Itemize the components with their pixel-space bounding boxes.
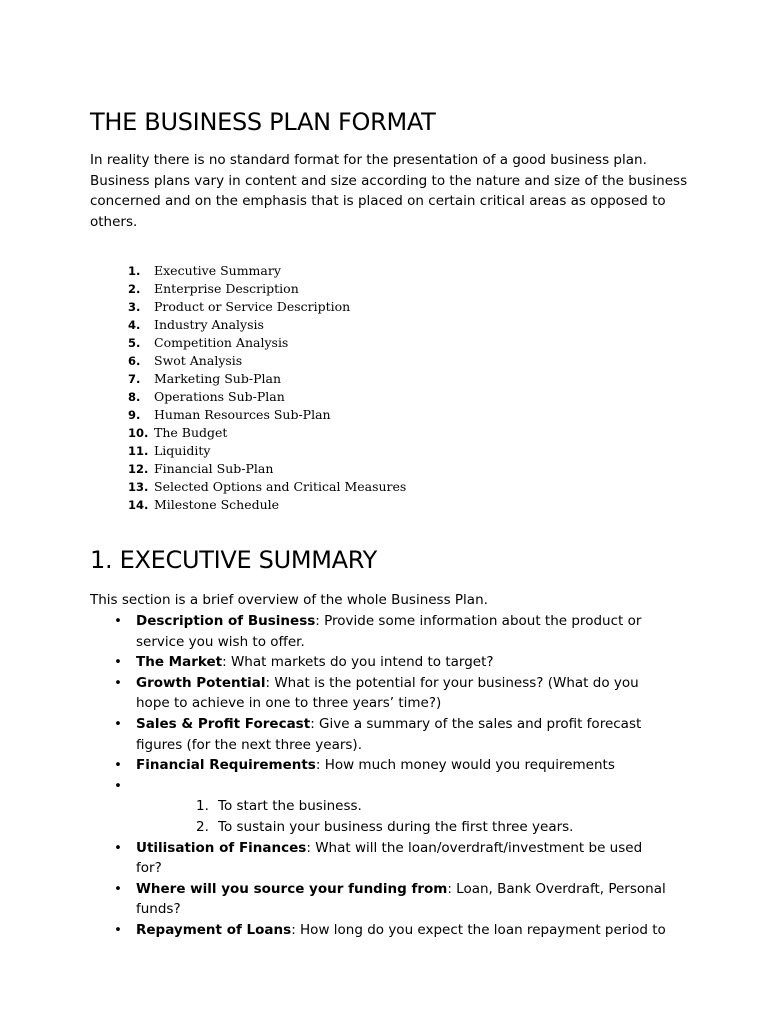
bullet-icon: • — [114, 715, 122, 732]
list-item — [128, 442, 406, 460]
bullet-term: Repayment of Loans — [136, 921, 292, 938]
list-item — [112, 714, 672, 755]
list-label: Enterprise Description — [154, 281, 299, 296]
list-item — [128, 496, 406, 514]
list-item — [128, 334, 406, 352]
bullet-text: What is the potential for your business? (What do you hope to achieve in one to three years’ time?) — [136, 674, 639, 712]
bullet-icon: • — [114, 613, 122, 629]
section-intro: This section is a brief overview of the whole Business Plan. — [90, 592, 488, 608]
bullet-separator: : — [306, 839, 316, 856]
list-label: Selected Options and Critical Measures — [154, 479, 407, 494]
list-label: Milestone Schedule — [154, 497, 280, 512]
list-item — [112, 652, 672, 673]
sub-list-text: To sustain your business during the first three years. — [218, 818, 574, 835]
bullet-icon: • — [114, 654, 122, 671]
list-label: Competition Analysis — [154, 335, 289, 350]
list-item — [128, 460, 406, 478]
bullet-separator: : — [291, 921, 301, 938]
list-item — [128, 406, 406, 424]
list-number: 5. — [128, 336, 141, 350]
list-label: Human Resources Sub-Plan — [154, 407, 331, 422]
list-label: Marketing Sub-Plan — [154, 371, 281, 386]
list-item — [128, 478, 406, 496]
list-number: 6. — [128, 354, 141, 368]
list-item — [112, 673, 672, 714]
bullet-separator: : — [222, 654, 231, 671]
bullet-text: Loan, Bank Overdraft, Personal funds? — [136, 880, 666, 918]
bullet-icon: • — [114, 880, 122, 897]
list-item — [112, 920, 672, 941]
sub-list-number: 2. — [196, 818, 209, 835]
sub-list-number: 1. — [196, 798, 209, 815]
list-item — [112, 838, 672, 879]
contents-list — [128, 262, 406, 514]
list-number: 3. — [128, 300, 141, 314]
bullet-term: Utilisation of Finances — [136, 839, 307, 856]
bullet-text: Provide some information about the product or service you wish to offer. — [136, 613, 642, 650]
summary-bullet-list — [112, 611, 672, 941]
list-item — [112, 611, 672, 652]
section-heading: 1. EXECUTIVE SUMMARY — [90, 546, 378, 574]
bullet-text: What will the loan/overdraft/investment be used for? — [136, 839, 643, 877]
bullet-separator: : — [447, 880, 457, 897]
list-item — [112, 879, 672, 920]
bullet-text: How much money would you requirements — [324, 757, 615, 774]
bullet-term: Description of Business — [136, 613, 316, 629]
list-number: 1. — [128, 264, 141, 278]
list-label: Industry Analysis — [154, 317, 264, 332]
list-item — [128, 298, 406, 316]
bullet-separator: : — [265, 674, 275, 691]
list-item — [112, 776, 672, 838]
bullet-text: How long do you expect the loan repayment period to — [300, 921, 666, 938]
list-label: The Budget — [154, 425, 228, 440]
list-item — [112, 755, 672, 776]
sub-list-item — [136, 817, 672, 838]
bullet-separator: : — [315, 613, 325, 629]
list-item — [128, 424, 406, 442]
bullet-icon: • — [114, 757, 122, 774]
list-number: 11. — [128, 444, 149, 458]
list-item — [128, 316, 406, 334]
bullet-separator: : — [310, 715, 320, 732]
list-number: 7. — [128, 372, 141, 386]
page-title: THE BUSINESS PLAN FORMAT — [90, 108, 436, 136]
list-item — [128, 388, 406, 406]
funding-sub-list — [136, 796, 672, 837]
list-label: Executive Summary — [154, 263, 281, 278]
bullet-text: Give a summary of the sales and profit forecast figures (for the next three years). — [136, 715, 642, 753]
list-label: Operations Sub-Plan — [154, 389, 285, 404]
list-item — [128, 262, 406, 280]
list-number: 14. — [128, 498, 149, 512]
list-number: 2. — [128, 282, 141, 296]
list-item — [128, 280, 406, 298]
list-label: Swot Analysis — [154, 353, 243, 368]
sub-list-text: To start the business. — [218, 798, 362, 815]
list-number: 12. — [128, 462, 149, 476]
list-label: Product or Service Description — [154, 299, 351, 314]
list-label: Liquidity — [154, 443, 211, 458]
list-number: 13. — [128, 480, 149, 494]
intro-paragraph: In reality there is no standard format for the presentation of a good business plan. Business plans vary in content and size according to the nature and size of the business concerned and on the emphasis that is placed on certain critical areas as opposed to others. — [90, 152, 688, 230]
list-number: 9. — [128, 408, 141, 422]
bullet-term: The Market — [136, 654, 223, 671]
list-number: 8. — [128, 390, 141, 404]
list-number: 10. — [128, 426, 149, 440]
bullet-term: Sales & Profit Forecast — [136, 715, 311, 732]
bullet-term: Growth Potential — [136, 674, 266, 691]
list-label: Financial Sub-Plan — [154, 461, 274, 476]
bullet-icon: • — [114, 839, 122, 856]
bullet-text: What markets do you intend to target? — [230, 654, 494, 671]
bullet-icon: • — [114, 674, 122, 691]
list-item — [128, 370, 406, 388]
bullet-term: Financial Requirements — [136, 757, 316, 774]
list-number: 4. — [128, 318, 141, 332]
bullet-icon: • — [114, 777, 122, 794]
bullet-term: Where will you source your funding from — [136, 880, 448, 897]
sub-list-item — [136, 796, 672, 817]
bullet-separator: : — [315, 757, 325, 774]
list-item — [128, 352, 406, 370]
bullet-icon: • — [114, 921, 122, 938]
